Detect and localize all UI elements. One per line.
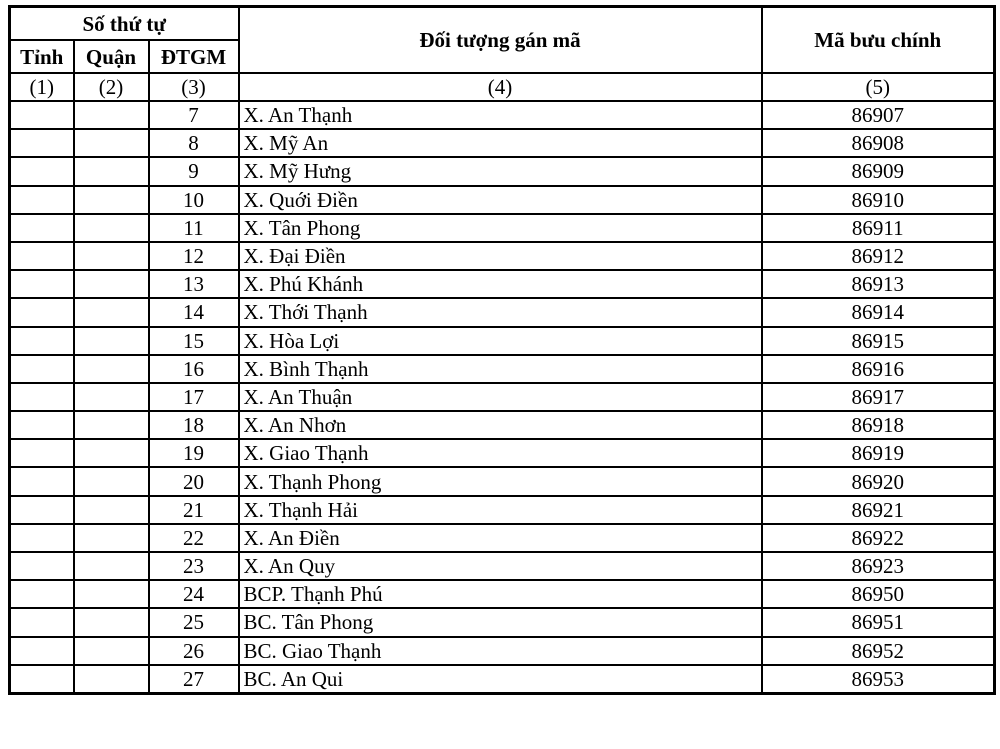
cell-tinh	[10, 439, 74, 467]
cell-dtgm: 26	[149, 637, 239, 665]
cell-quan	[74, 439, 149, 467]
cell-tinh	[10, 157, 74, 185]
cell-tinh	[10, 524, 74, 552]
cell-dtgm: 9	[149, 157, 239, 185]
table-row	[10, 101, 995, 129]
cell-name: X. An Nhơn	[239, 411, 762, 439]
cell-code: 86919	[762, 439, 995, 467]
table-row	[10, 665, 995, 694]
cell-code: 86913	[762, 270, 995, 298]
cell-code: 86908	[762, 129, 995, 157]
cell-dtgm: 20	[149, 467, 239, 495]
cell-quan	[74, 355, 149, 383]
cell-code: 86950	[762, 580, 995, 608]
cell-name: X. Thạnh Hải	[239, 496, 762, 524]
cell-tinh	[10, 101, 74, 129]
cell-tinh	[10, 665, 74, 694]
cell-tinh	[10, 214, 74, 242]
cell-dtgm: 13	[149, 270, 239, 298]
cell-quan	[74, 608, 149, 636]
cell-name: BC. Giao Thạnh	[239, 637, 762, 665]
cell-dtgm: 7	[149, 101, 239, 129]
cell-code: 86917	[762, 383, 995, 411]
cell-dtgm: 8	[149, 129, 239, 157]
cell-tinh	[10, 467, 74, 495]
cell-name: BC. Tân Phong	[239, 608, 762, 636]
cell-name: X. An Điền	[239, 524, 762, 552]
table-row	[10, 327, 995, 355]
cell-dtgm: 16	[149, 355, 239, 383]
cell-tinh	[10, 327, 74, 355]
table-row	[10, 355, 995, 383]
cell-tinh	[10, 608, 74, 636]
cell-tinh	[10, 242, 74, 270]
cell-code: 86952	[762, 637, 995, 665]
column-number: (5)	[762, 73, 995, 101]
cell-name: X. Mỹ An	[239, 129, 762, 157]
cell-name: X. Quới Điền	[239, 186, 762, 214]
cell-quan	[74, 383, 149, 411]
cell-quan	[74, 524, 149, 552]
header-dtgm: ĐTGM	[149, 40, 239, 73]
cell-name: X. Phú Khánh	[239, 270, 762, 298]
cell-dtgm: 15	[149, 327, 239, 355]
cell-name: X. An Thuận	[239, 383, 762, 411]
cell-dtgm: 18	[149, 411, 239, 439]
column-number: (3)	[149, 73, 239, 101]
cell-code: 86922	[762, 524, 995, 552]
column-number: (2)	[74, 73, 149, 101]
cell-code: 86920	[762, 467, 995, 495]
cell-code: 86910	[762, 186, 995, 214]
cell-name: X. Hòa Lợi	[239, 327, 762, 355]
cell-dtgm: 24	[149, 580, 239, 608]
column-number: (1)	[10, 73, 74, 101]
cell-name: X. An Quy	[239, 552, 762, 580]
table-row	[10, 186, 995, 214]
cell-code: 86916	[762, 355, 995, 383]
cell-quan	[74, 467, 149, 495]
cell-quan	[74, 665, 149, 694]
cell-dtgm: 27	[149, 665, 239, 694]
cell-quan	[74, 101, 149, 129]
table-row	[10, 129, 995, 157]
cell-dtgm: 11	[149, 214, 239, 242]
header-postcode: Mã bưu chính	[762, 7, 995, 74]
cell-tinh	[10, 298, 74, 326]
cell-name: X. Thạnh Phong	[239, 467, 762, 495]
table-row	[10, 270, 995, 298]
table-row	[10, 496, 995, 524]
table-row	[10, 439, 995, 467]
cell-tinh	[10, 552, 74, 580]
cell-dtgm: 17	[149, 383, 239, 411]
table-row	[10, 298, 995, 326]
cell-quan	[74, 186, 149, 214]
header-tinh: Tỉnh	[10, 40, 74, 73]
cell-quan	[74, 327, 149, 355]
cell-tinh	[10, 355, 74, 383]
cell-quan	[74, 242, 149, 270]
cell-tinh	[10, 383, 74, 411]
cell-dtgm: 12	[149, 242, 239, 270]
cell-tinh	[10, 186, 74, 214]
cell-quan	[74, 552, 149, 580]
header-object: Đối tượng gán mã	[239, 7, 762, 74]
cell-tinh	[10, 411, 74, 439]
cell-quan	[74, 270, 149, 298]
postal-code-table	[8, 5, 996, 695]
cell-name: X. An Thạnh	[239, 101, 762, 129]
table-row	[10, 214, 995, 242]
table-row	[10, 637, 995, 665]
header-quan: Quận	[74, 40, 149, 73]
cell-name: BCP. Thạnh Phú	[239, 580, 762, 608]
cell-quan	[74, 157, 149, 185]
cell-code: 86951	[762, 608, 995, 636]
cell-code: 86918	[762, 411, 995, 439]
cell-dtgm: 25	[149, 608, 239, 636]
cell-dtgm: 23	[149, 552, 239, 580]
cell-code: 86921	[762, 496, 995, 524]
cell-code: 86911	[762, 214, 995, 242]
cell-name: X. Thới Thạnh	[239, 298, 762, 326]
table-row	[10, 411, 995, 439]
table-row	[10, 580, 995, 608]
cell-code: 86907	[762, 101, 995, 129]
cell-name: X. Tân Phong	[239, 214, 762, 242]
cell-name: X. Mỹ Hưng	[239, 157, 762, 185]
header-group-order: Số thứ tự	[10, 7, 239, 41]
cell-quan	[74, 214, 149, 242]
table-row	[10, 157, 995, 185]
cell-name: X. Giao Thạnh	[239, 439, 762, 467]
cell-dtgm: 22	[149, 524, 239, 552]
cell-dtgm: 21	[149, 496, 239, 524]
cell-tinh	[10, 270, 74, 298]
cell-quan	[74, 580, 149, 608]
table-row	[10, 524, 995, 552]
column-number: (4)	[239, 73, 762, 101]
cell-quan	[74, 129, 149, 157]
table-row	[10, 242, 995, 270]
table-row	[10, 608, 995, 636]
table-row	[10, 467, 995, 495]
cell-code: 86923	[762, 552, 995, 580]
cell-code: 86914	[762, 298, 995, 326]
cell-code: 86912	[762, 242, 995, 270]
cell-name: BC. An Qui	[239, 665, 762, 694]
cell-tinh	[10, 580, 74, 608]
cell-tinh	[10, 496, 74, 524]
cell-quan	[74, 637, 149, 665]
cell-name: X. Bình Thạnh	[239, 355, 762, 383]
cell-name: X. Đại Điền	[239, 242, 762, 270]
table-row	[10, 552, 995, 580]
cell-quan	[74, 496, 149, 524]
cell-dtgm: 14	[149, 298, 239, 326]
cell-tinh	[10, 129, 74, 157]
cell-code: 86909	[762, 157, 995, 185]
cell-code: 86953	[762, 665, 995, 694]
cell-dtgm: 19	[149, 439, 239, 467]
cell-quan	[74, 411, 149, 439]
cell-quan	[74, 298, 149, 326]
table-row	[10, 383, 995, 411]
cell-dtgm: 10	[149, 186, 239, 214]
cell-code: 86915	[762, 327, 995, 355]
cell-tinh	[10, 637, 74, 665]
